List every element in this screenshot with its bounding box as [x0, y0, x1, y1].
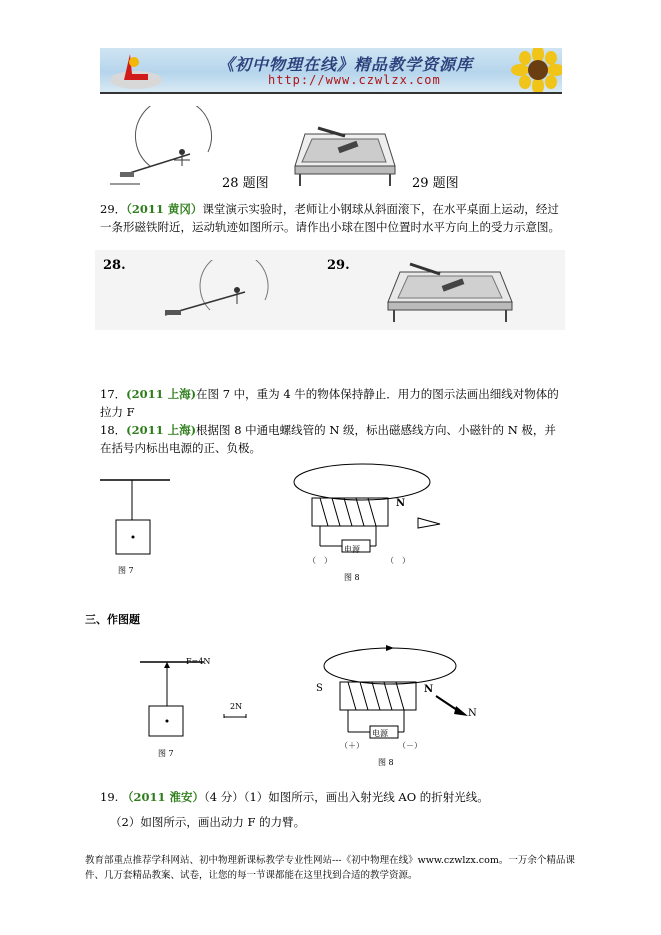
fig8-pole-n: N: [396, 498, 406, 509]
fig8-left-bracket: （ ）: [308, 556, 332, 565]
answer-fig8-power-label: 电源: [372, 729, 388, 738]
footer-text: 教育部重点推荐学科网站、初中物理新课标教学专业性网站---《初中物理在线》www.czwlzx.com。一万余个精品课件、几万套精品教案、试卷，让您的每一节课都能在这里找到合适的教学资源。: [85, 855, 575, 881]
banner-url[interactable]: http://www.czwlzx.com: [268, 73, 441, 87]
answer-fig7-force-label: F=4N: [186, 657, 211, 666]
answer-fig8-pole-n: N: [424, 684, 434, 695]
q18-source: (2011 上海): [126, 423, 197, 437]
answer-fig8-needle-n: N: [468, 708, 477, 719]
caption-29: 29 题图: [412, 176, 459, 191]
caption-28: 28 题图: [222, 176, 269, 191]
answer-fig8-pole-s: S: [316, 683, 323, 694]
sunflower-icon: [508, 48, 562, 92]
fig8-right-bracket: （ ）: [386, 556, 410, 565]
answer-fig7-caption: 图 7: [158, 749, 174, 758]
scan-label-28: 28.: [103, 258, 126, 273]
q17-number: 17．: [100, 387, 127, 401]
question-17: [100, 385, 562, 421]
banner-title: 《初中物理在线》精品教学资源库: [218, 55, 474, 74]
q19-text: （4 分）（1）如图所示，画出入射光线 AO 的折射光线。: [203, 790, 489, 804]
header-divider: [100, 92, 562, 94]
q19-number: 19.: [100, 790, 119, 804]
section-3-title: 三、作图题: [85, 613, 140, 626]
figure-28-top: [110, 106, 230, 192]
q18-text: 根据图 8 中通电螺线管的 N 级，标出磁感线方向、小磁针的 N 极，并在括号内标出电源的正、负极。: [100, 423, 556, 455]
question-29: [100, 200, 562, 236]
answer-fig8-caption: 图 8: [378, 758, 394, 767]
q29-text: 课堂演示实验时，老师让小钢球从斜面滚下，在水平桌面上运动，经过一条形磁铁附近，运动轨迹如图所示。请作出小球在图中位置时水平方向上的受力示意图。: [100, 202, 560, 234]
figure-29-top: [290, 114, 400, 190]
answer-fig7-scale-label: 2N: [230, 702, 243, 711]
fig8-caption: 图 8: [344, 573, 360, 582]
q29-source: （2011 黄冈）: [126, 202, 203, 216]
q17-source: (2011 上海): [126, 387, 197, 401]
q18-number: 18．: [100, 423, 127, 437]
scan-figure-29: [380, 256, 520, 326]
scan-figure-28: [155, 260, 295, 326]
figure-7-answer: [140, 656, 212, 748]
answer-fig8-plus: （＋）: [340, 741, 364, 750]
question-19-part2: （2）如图所示，画出动力 F 的力臂。: [110, 815, 306, 829]
q29-number: 29．: [100, 202, 127, 216]
logo-icon: [104, 50, 164, 90]
scale-bar: [222, 712, 248, 720]
scan-label-29: 29.: [327, 258, 350, 273]
answer-fig8-minus: （－）: [398, 741, 422, 750]
figure-7-question: [100, 476, 180, 576]
fig8-power-label: 电源: [344, 545, 360, 554]
q17-text: 在图 7 中，重为 4 牛的物体保持静止．用力的图示法画出细线对物体的拉力 F: [100, 387, 559, 419]
q19-source: （2011 淮安）: [121, 790, 204, 804]
question-18: [100, 421, 562, 457]
header-banner: [100, 48, 562, 92]
scanned-figures: [95, 250, 565, 330]
question-19: [100, 788, 562, 806]
fig7-caption: 图 7: [118, 566, 134, 575]
